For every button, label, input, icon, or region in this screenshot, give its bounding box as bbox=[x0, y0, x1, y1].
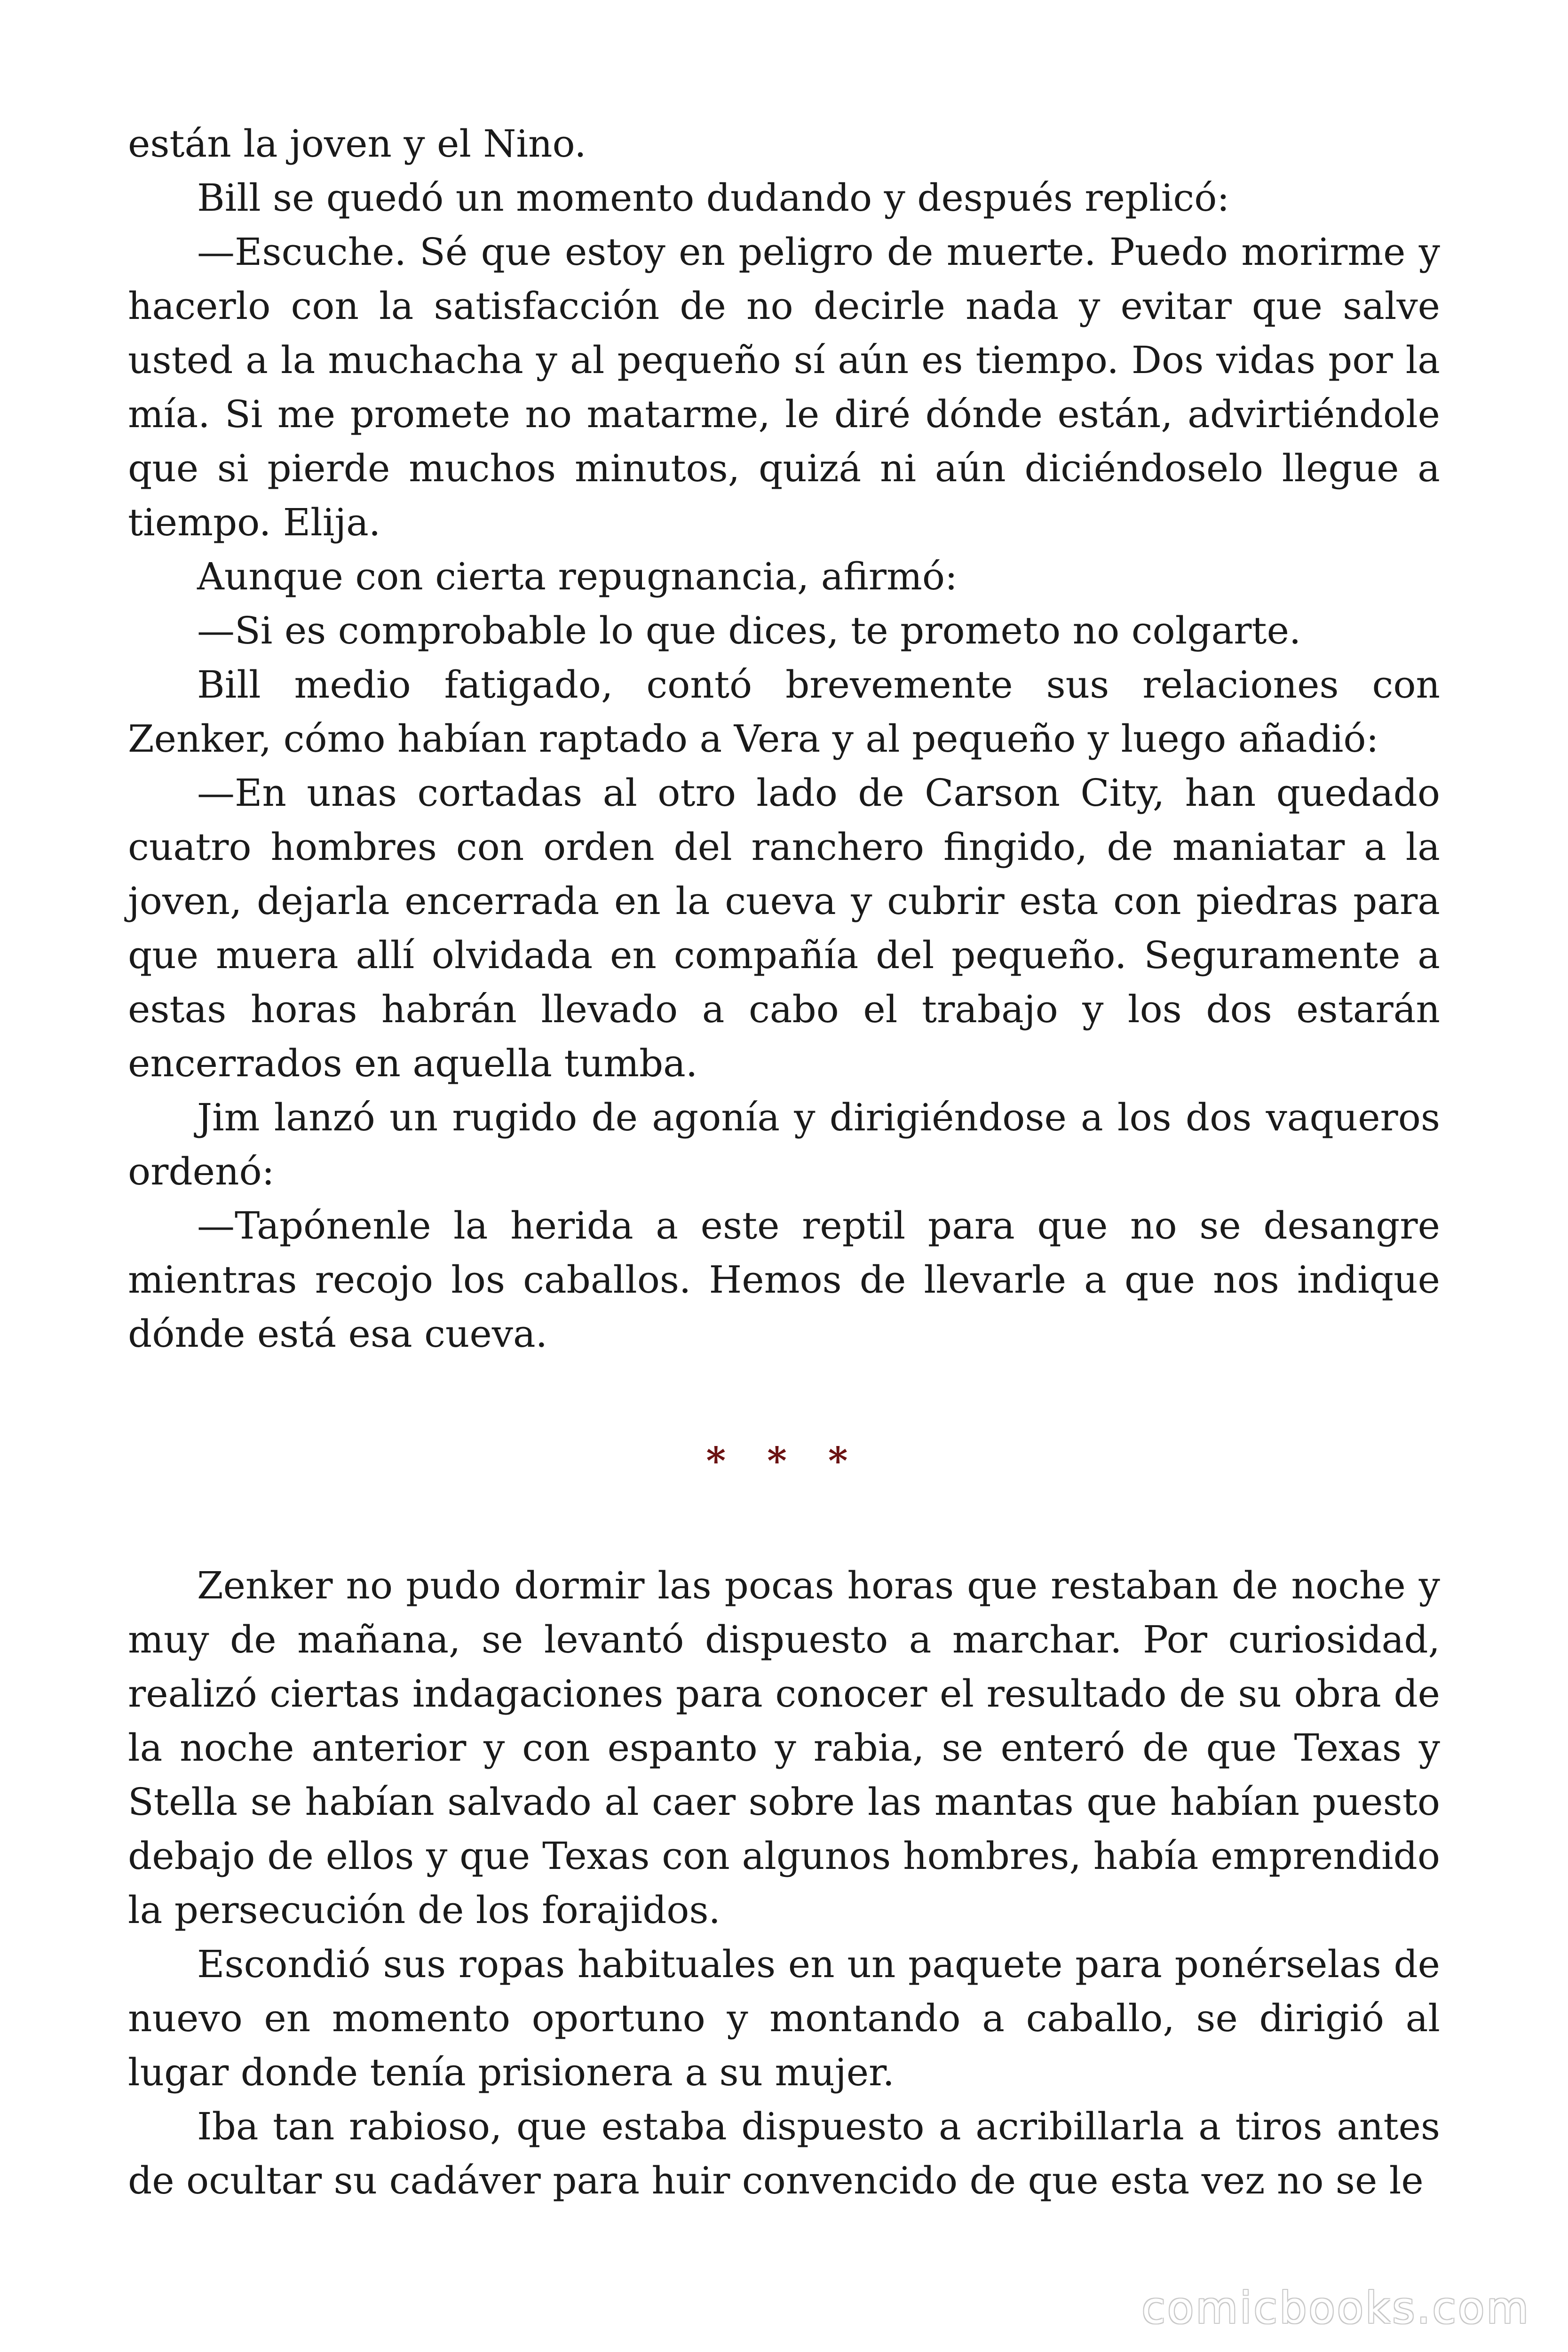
paragraph: están la joven y el Nino. bbox=[128, 122, 586, 166]
paragraph: —Escuche. Sé que estoy en peligro de muerte. Puedo morirme y hacerlo con la satisfacción de no decirle nada y evitar que salve usted a la muchacha y al pequeño sí aún es tiempo. Dos vidas por la mía. Si me promete no matarme, le diré dónde están, advirtiéndole que si pierde muchos minutos, quizá ni aún diciéndoselo llegue a tiempo. Elija. bbox=[128, 230, 1440, 544]
paragraph: —Tapónenle la herida a este reptil para que no se desangre mientras recojo los caballos. Hemos de llevarle a que nos indique dónde está esa cueva. bbox=[128, 1204, 1440, 1356]
paragraph: —En unas cortadas al otro lado de Carson City, han quedado cuatro hombres con orden del ranchero fingido, de maniatar a la joven, dejarla encerrada en la cueva y cubrir esta con piedras para que muera allí olvidada en compañía del pequeño. Seguramente a estas horas habrán llevado a cabo el trabajo y los dos estarán encerrados en aquella tumba. bbox=[128, 771, 1440, 1085]
paragraph: Aunque con cierta repugnancia, afirmó: bbox=[197, 555, 958, 598]
paragraph: —Si es comprobable lo que dices, te prometo no colgarte. bbox=[197, 609, 1301, 652]
watermark-logo: comicbooks.com bbox=[1141, 2283, 1530, 2333]
paragraph: Jim lanzó un rugido de agonía y dirigiéndose a los dos vaqueros ordenó: bbox=[128, 1096, 1440, 1193]
paragraph: Bill medio fatigado, contó brevemente sus relaciones con Zenker, cómo habían raptado a Vera y al pequeño y luego añadió: bbox=[128, 663, 1440, 761]
paragraph: Escondió sus ropas habituales en un paquete para ponérselas de nuevo en momento oportuno y montando a caballo, se dirigió al lugar donde tenía prisionera a su mujer. bbox=[128, 1942, 1440, 2094]
paragraph: Zenker no pudo dormir las pocas horas que restaban de noche y muy de mañana, se levantó dispuesto a marchar. Por curiosidad, realizó ciertas indagaciones para conocer el resultado de su obra de la noche anterior y con espanto y rabia, se enteró de que Texas y Stella se habían salvado al caer sobre las mantas que habían puesto debajo de ellos y que Texas con algunos hombres, había emprendido la persecución de los forajidos. bbox=[128, 1564, 1440, 1932]
paragraph: Iba tan rabioso, que estaba dispuesto a acribillarla a tiros antes de ocultar su cadáver para huir convencido de que esta vez no se le bbox=[128, 2105, 1440, 2202]
text-column bbox=[128, 117, 1440, 2208]
paragraph: Bill se quedó un momento dudando y después replicó: bbox=[197, 176, 1230, 220]
scene-break-separator: * * * bbox=[706, 1438, 862, 1483]
